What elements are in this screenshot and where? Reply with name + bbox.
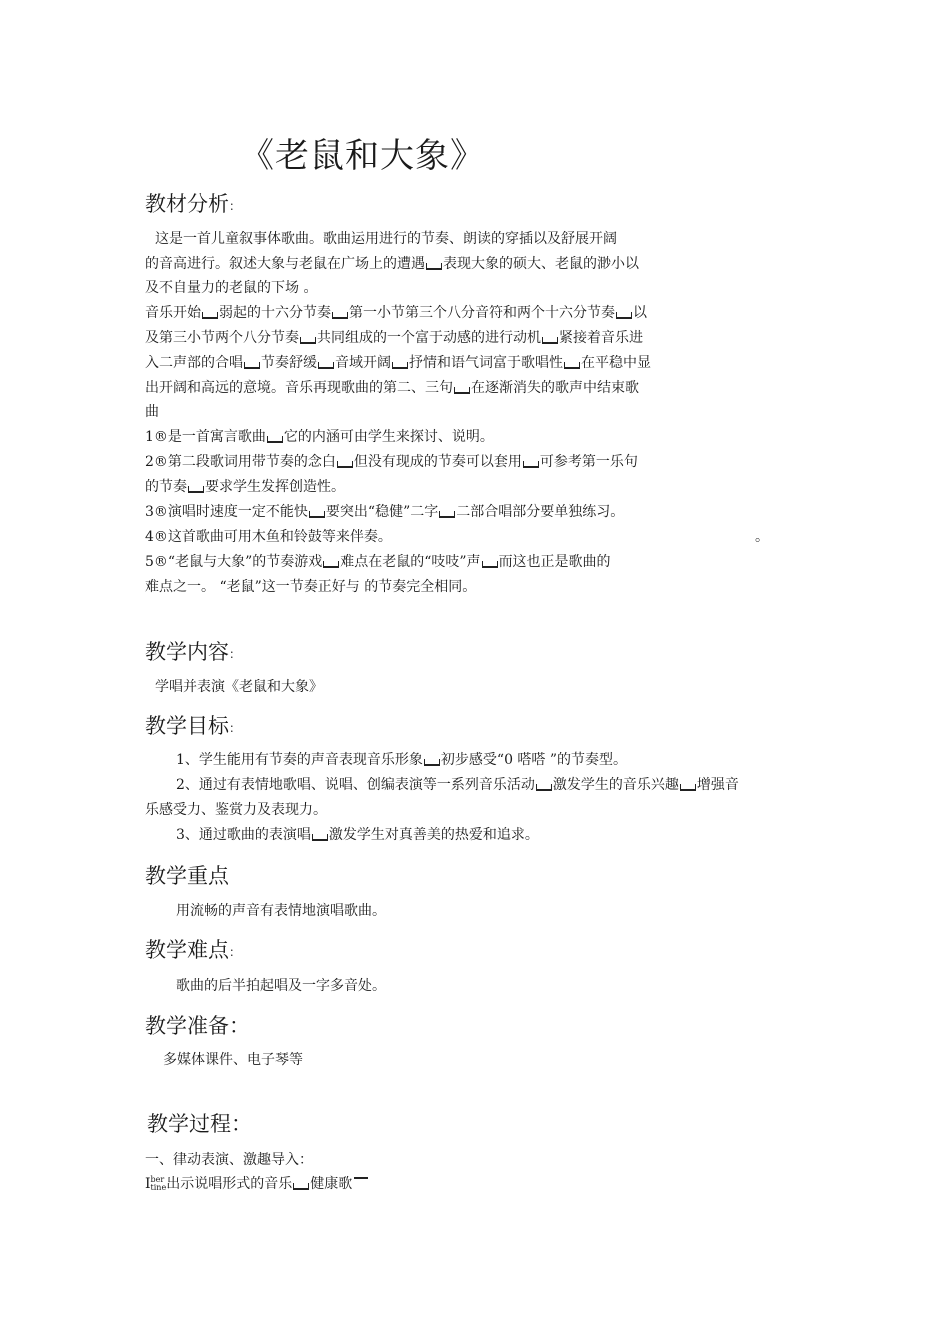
note-2 — [145, 452, 638, 472]
separator-mark — [454, 387, 470, 394]
separator-mark — [318, 362, 334, 369]
analysis-text: 及第三小节两个八分节奏 — [145, 330, 299, 346]
stray-period: 。 — [755, 529, 769, 545]
goal-text: 增强音 — [696, 777, 739, 793]
separator-mark — [293, 1183, 309, 1190]
note-text: 要突出“稳健”二字 — [325, 504, 439, 520]
separator-mark — [542, 337, 558, 344]
analysis-text: 弱起的十六分节奏 — [219, 305, 331, 321]
key-heading: 教学重点 — [145, 864, 229, 888]
analysis-line-2 — [145, 254, 639, 274]
analysis-line-1: 这是一首儿童叙事体歌曲。歌曲运用进行的节奏、朗读的穿插以及舒展开阔 — [155, 231, 617, 247]
goals-heading — [145, 710, 241, 740]
difficulty-heading-colon: ： — [229, 945, 242, 959]
analysis-text: 第一小节第三个八分音符和两个十六分节奏 — [349, 305, 615, 321]
goal-text: 2、通过有表情地歌唱、说唱、创编表演等一系列音乐活动 — [176, 777, 535, 793]
separator-mark — [332, 312, 348, 319]
note-text: 要求学生发挥创造性。 — [205, 479, 345, 495]
separator-mark — [202, 312, 218, 319]
analysis-text: 音乐开始 — [145, 305, 201, 321]
analysis-text: 节奏舒缓 — [261, 355, 317, 371]
separator-mark — [188, 486, 204, 493]
analysis-text: 抒情和语气词富于歌唱性 — [409, 355, 563, 371]
note-text: 而这也正是歌曲的 — [498, 554, 611, 570]
analysis-line-6 — [145, 353, 651, 373]
analysis-text: 表现大象的硕大、老鼠的渺小以 — [443, 256, 639, 272]
separator-mark — [337, 461, 353, 468]
separator-mark — [439, 511, 455, 518]
key-text: 用流畅的声音有表情地演唱歌曲。 — [176, 903, 386, 919]
analysis-line-3: 及不自量力的老鼠的下场 。 — [145, 280, 318, 296]
step-1-sub-mark-bottom: tine — [150, 1183, 167, 1192]
note-text: 它的内涵可由学生来探讨、说明。 — [283, 429, 494, 445]
note-5 — [145, 552, 611, 572]
note-3 — [145, 502, 624, 522]
analysis-heading-text: 教材分析 — [145, 192, 229, 216]
analysis-text: 共同组成的一个富于动感的进行动机 — [317, 330, 541, 346]
goals-heading-text: 教学目标 — [145, 714, 229, 738]
note-text: 3®演唱时速度一定不能快 — [145, 504, 308, 520]
difficulty-heading — [145, 934, 241, 964]
separator-mark — [616, 312, 632, 319]
note-4: 4®这首歌曲可用木鱼和铃鼓等来伴奏。 — [145, 529, 392, 545]
process-heading: 教学过程： — [147, 1112, 252, 1136]
goal-2-cont: 乐感受力、鉴赏力及表现力。 — [145, 802, 327, 818]
note-text: 1®是一首寓言歌曲 — [145, 429, 266, 445]
separator-mark — [354, 1177, 368, 1186]
goal-1 — [176, 750, 627, 770]
note-1 — [145, 427, 494, 447]
step-1-sub — [145, 1174, 368, 1194]
separator-mark — [424, 759, 440, 766]
note-text: 但没有现成的节奏可以套用 — [353, 454, 522, 470]
separator-mark — [309, 511, 325, 518]
separator-mark — [564, 362, 580, 369]
content-heading-text: 教学内容 — [145, 640, 229, 664]
note-text: 可参考第一乐句 — [539, 454, 638, 470]
separator-mark — [523, 461, 539, 468]
note-text: 难点在老鼠的“吱吱”声 — [340, 554, 481, 570]
step-1-sub-text: 出示说唱形式的音乐 — [166, 1176, 293, 1192]
goal-text: 3、通过歌曲的表演唱 — [176, 827, 311, 843]
separator-mark — [392, 362, 408, 369]
separator-mark — [267, 436, 283, 443]
prep-heading: 教学准备： — [145, 1014, 250, 1038]
note-2-cont — [145, 477, 345, 497]
analysis-heading-colon: ： — [229, 199, 242, 213]
content-heading-colon: ： — [229, 647, 242, 661]
separator-mark — [482, 561, 498, 568]
goal-3 — [176, 825, 539, 845]
goal-text: 激发学生对真善美的热爱和追求。 — [328, 827, 539, 843]
separator-mark — [536, 784, 552, 791]
difficulty-text: 歌曲的后半拍起唱及一字多音处。 — [176, 978, 386, 994]
document-title: 《老鼠和大象》 — [240, 136, 485, 176]
analysis-line-5 — [145, 328, 643, 348]
analysis-line-7 — [145, 378, 639, 398]
step-1-sub-mark — [151, 1176, 167, 1192]
analysis-text: 音域开阔 — [335, 355, 391, 371]
separator-mark — [244, 362, 260, 369]
difficulty-heading-text: 教学难点 — [145, 938, 229, 962]
step-1-sub-text-2: 健康歌 — [310, 1176, 353, 1192]
goal-text: 初步感受“0 嗒嗒 ”的节奏型。 — [440, 752, 628, 768]
separator-mark — [312, 834, 328, 841]
step-1: 一、律动表演、激趣导入： — [145, 1152, 313, 1168]
analysis-text: 的音高进行。叙述大象与老鼠在广场上的遭遇 — [145, 256, 425, 272]
step-1-sub-mark-top: ber — [150, 1175, 165, 1184]
note-5-cont: 难点之一。 “老鼠”这一节奏正好与 的节奏完全相同。 — [145, 579, 477, 595]
prep-text: 多媒体课件、电子琴等 — [163, 1052, 303, 1068]
analysis-heading — [145, 188, 241, 218]
note-text: 5®“老鼠与大象”的节奏游戏 — [145, 554, 323, 570]
separator-mark — [323, 561, 339, 568]
goal-2 — [176, 775, 739, 795]
separator-mark — [426, 263, 442, 270]
goals-heading-colon: ： — [229, 721, 242, 735]
separator-mark — [300, 337, 316, 344]
analysis-text: 以 — [633, 305, 647, 321]
note-text: 2®第二段歌词用带节奏的念白 — [145, 454, 336, 470]
analysis-text: 出开阔和高远的意境。音乐再现歌曲的第二、三句 — [145, 380, 453, 396]
analysis-text: 紧接着音乐进 — [559, 330, 643, 346]
note-text: 的节奏 — [145, 479, 187, 495]
analysis-text: 在逐渐消失的歌声中结束歌 — [471, 380, 639, 396]
analysis-text: 在平稳中显 — [581, 355, 651, 371]
step-1-sub-prefix: I — [145, 1176, 151, 1192]
note-text: 二部合唱部分要单独练习。 — [456, 504, 625, 520]
analysis-text: 入二声部的合唱 — [145, 355, 243, 371]
separator-mark — [680, 784, 696, 791]
content-text: 学唱并表演《老鼠和大象》 — [155, 679, 323, 695]
goal-text: 激发学生的音乐兴趣 — [552, 777, 679, 793]
analysis-line-8: 曲 — [145, 404, 159, 420]
content-heading — [145, 636, 241, 666]
goal-text: 1、学生能用有节奏的声音表现音乐形象 — [176, 752, 423, 768]
analysis-line-4 — [145, 303, 647, 323]
